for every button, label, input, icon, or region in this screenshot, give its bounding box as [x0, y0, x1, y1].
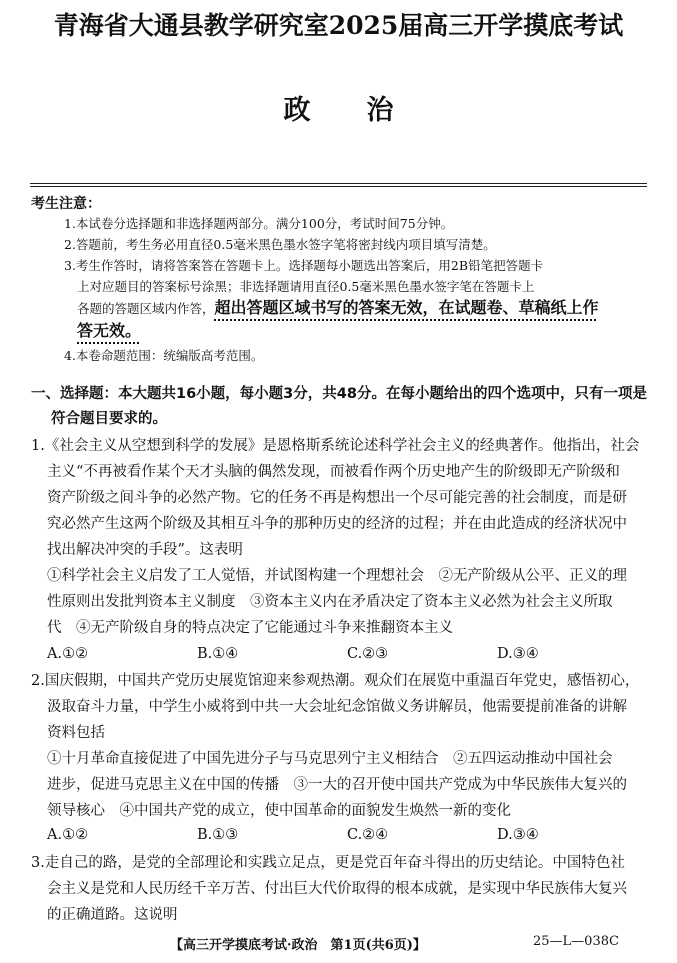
- note-item: 3.考生作答时，请将答案答在答题卡上。选择题每小题选出答案后，用2B铅笔把答题卡: [64, 258, 544, 273]
- note-item: [77, 297, 665, 319]
- question-line: 汲取奋斗力量，中学生小威将到中共一大会址纪念馆做义务讲解员，他需要提前准备的讲解: [47, 699, 627, 715]
- exam-title: 青海省大通县教学研究室2025届高三开学摸底考试: [53, 11, 624, 40]
- section-heading: 一、选择题：本大题共16小题，每小题3分，共48分。在每小题给出的四个选项中，只有一项是: [31, 386, 647, 402]
- option-a[interactable]: A.①②: [47, 827, 89, 843]
- note-item: 2.答题前，考生务必用直径0.5毫米黑色墨水签字笔将密封线内项目填写清楚。: [64, 237, 496, 252]
- question-line: 2.国庆假期，中国共产党历史展览馆迎来参观热潮。观众们在展览中重温百年党史，感悟初心，: [31, 673, 640, 689]
- note-item: 4.本卷命题范围：统编版高考范围。: [64, 348, 264, 363]
- option-c[interactable]: C.②④: [347, 827, 389, 843]
- question-line: 的正确道路。这说明: [47, 907, 178, 923]
- question-line: 资产阶级之间斗争的必然产物。它的任务不再是构想出一个尽可能完善的社会制度，而是研: [47, 490, 627, 506]
- footer-code: 25—L—038C: [533, 934, 619, 949]
- question-line: ①十月革命直接促进了中国先进分子与马克思列宁主义相结合 ②五四运动推动中国社会: [47, 751, 613, 767]
- question-line: ①科学社会主义启发了工人觉悟，并试图构建一个理想社会 ②无产阶级从公平、正义的理: [47, 568, 627, 584]
- section-heading-cont: 符合题目要求的。: [51, 411, 167, 427]
- note-emphasis: 答无效。: [77, 321, 142, 340]
- note-item: 1.本试卷分选择题和非选择题两部分。满分100分，考试时间75分钟。: [64, 216, 454, 231]
- question-line: 3.走自己的路，是党的全部理论和实践立足点，更是党百年奋斗得出的历史结论。中国特色社: [31, 855, 625, 871]
- note-emphasis: 超出答题区域书写的答案无效，在试题卷、草稿纸上作: [214, 298, 599, 317]
- subject-title: 政治: [283, 95, 450, 126]
- option-a[interactable]: A.①②: [47, 646, 89, 662]
- divider-bottom: [30, 186, 647, 187]
- question-line: 领导核心 ④中国共产党的成立，使中国革命的面貌发生焕然一新的变化: [47, 803, 511, 819]
- option-d[interactable]: D.③④: [497, 827, 539, 843]
- question-1-options: [47, 646, 647, 662]
- question-line: 主义“不再被看作某个天才头脑的偶然发现，而被看作两个历史地产生的阶级即无产阶级和: [47, 464, 620, 480]
- question-line: 进步，促进马克思主义在中国的传播 ③一大的召开使中国共产党成为中华民族伟大复兴的: [47, 777, 627, 793]
- question-line: 会主义是党和人民历经千辛万苦、付出巨大代价取得的根本成就，是实现中华民族伟大复兴: [47, 881, 627, 897]
- question-2: [31, 668, 650, 824]
- question-line: 代 ④无产阶级自身的特点决定了它能通过斗争来推翻资本主义: [47, 620, 453, 636]
- option-d[interactable]: D.③④: [497, 646, 539, 662]
- option-c[interactable]: C.②③: [347, 646, 389, 662]
- question-line: 资料包括: [47, 725, 105, 741]
- notes-heading: 考生注意：: [31, 196, 101, 212]
- question-line: 性原则出发批判资本主义制度 ③资本主义内在矛盾决定了资本主义必然为社会主义所取: [47, 594, 613, 610]
- option-b[interactable]: B.①③: [197, 827, 239, 843]
- question-line: 究必然产生这两个阶级及其相互斗争的那种历史的经济的过程；并在由此造成的经济状况中: [47, 516, 627, 532]
- question-1: [31, 433, 650, 641]
- note-item: 上对应题目的答案标号涂黑；非选择题请用直径0.5毫米黑色墨水签字笔在答题卡上: [77, 279, 535, 294]
- question-line: 1.《社会主义从空想到科学的发展》是恩格斯系统论述科学社会主义的经典著作。他指出，社会: [31, 438, 640, 454]
- note-item: [77, 320, 665, 342]
- footer-page-info: 【高三开学摸底考试·政治 第1页(共6页)】: [170, 938, 426, 953]
- question-3: [31, 850, 650, 928]
- question-2-options: [47, 827, 647, 843]
- divider-top: [30, 183, 647, 184]
- note-text: 各题的答题区域内作答，: [77, 301, 215, 316]
- option-b[interactable]: B.①④: [197, 646, 239, 662]
- question-line: 找出解决冲突的手段”。这表明: [47, 542, 243, 558]
